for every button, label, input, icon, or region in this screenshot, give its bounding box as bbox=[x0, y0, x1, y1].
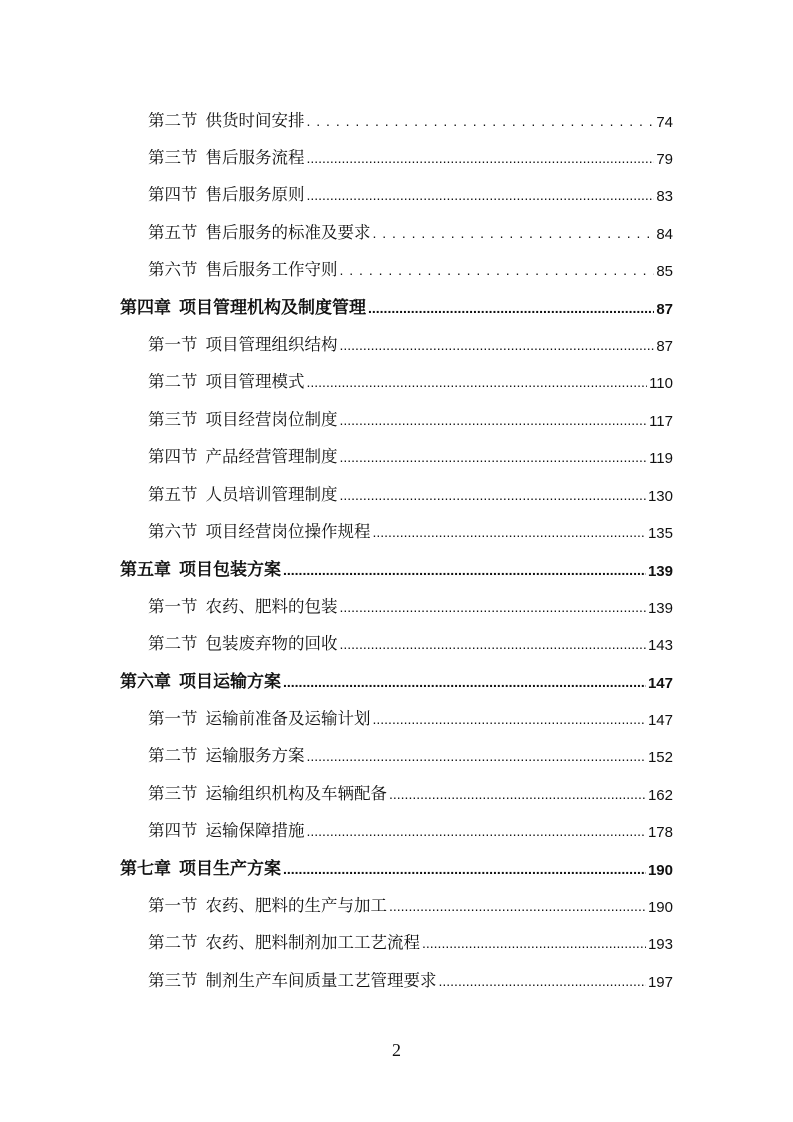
toc-entry-title: 项目管理模式 bbox=[205, 372, 305, 392]
toc-entry-number: 第二节 bbox=[148, 373, 198, 392]
toc-entry-title: 供货时间安排 bbox=[205, 110, 305, 130]
toc-entry-page: 87 bbox=[656, 338, 673, 356]
toc-entry-number: 第五章 bbox=[120, 559, 171, 579]
toc-entry-title: 项目生产方案 bbox=[179, 859, 281, 879]
toc-entry-title: 售后服务的标准及要求 bbox=[205, 222, 371, 242]
dot-leader bbox=[307, 375, 648, 392]
toc-section-entry[interactable] bbox=[0, 885, 793, 922]
toc-section-entry[interactable] bbox=[0, 212, 793, 249]
toc-section-entry[interactable] bbox=[0, 698, 793, 735]
toc-entry-label bbox=[148, 967, 437, 991]
toc-entry-title: 售后服务流程 bbox=[205, 148, 305, 168]
toc-entry-page: 143 bbox=[647, 637, 673, 655]
toc-entry-page: 74 bbox=[656, 113, 673, 131]
toc-entry-number: 第一节 bbox=[148, 709, 198, 728]
page-number: 2 bbox=[392, 1040, 401, 1060]
toc-entry-label bbox=[148, 107, 305, 131]
toc-section-entry[interactable] bbox=[0, 960, 793, 997]
toc-entry-title: 人员培训管理制度 bbox=[205, 484, 338, 504]
toc-chapter-entry[interactable] bbox=[0, 287, 793, 324]
toc-entry-label bbox=[148, 144, 305, 168]
toc-entry-label bbox=[148, 742, 305, 766]
dot-leader bbox=[340, 450, 648, 467]
toc-entry-title: 制剂生产车间质量工艺管理要求 bbox=[205, 970, 437, 990]
toc-entry-label bbox=[120, 555, 281, 580]
toc-entry-page: 83 bbox=[656, 188, 673, 206]
toc-entry-number: 第二节 bbox=[148, 111, 198, 130]
dot-leader bbox=[307, 749, 646, 766]
dot-leader bbox=[340, 488, 646, 505]
toc-entry-number: 第一节 bbox=[148, 336, 198, 355]
toc-entry-title: 项目经营岗位制度 bbox=[205, 409, 338, 429]
toc-section-entry[interactable] bbox=[0, 586, 793, 623]
toc-section-entry[interactable] bbox=[0, 437, 793, 474]
toc-entry-title: 农药、肥料的包装 bbox=[205, 596, 338, 616]
toc-entry-page: 162 bbox=[647, 786, 673, 804]
toc-entry-page: 190 bbox=[647, 862, 673, 879]
toc-entry-title: 产品经营管理制度 bbox=[205, 447, 338, 467]
dot-leader bbox=[340, 637, 646, 654]
dot-leader bbox=[389, 899, 646, 916]
toc-entry-page: 119 bbox=[649, 450, 673, 468]
toc-entry-title: 农药、肥料制剂加工工艺流程 bbox=[205, 933, 420, 953]
toc-entry-number: 第四节 bbox=[148, 186, 198, 205]
dot-leader bbox=[340, 263, 655, 280]
toc-entry-number: 第五节 bbox=[148, 223, 198, 242]
toc-section-entry[interactable] bbox=[0, 100, 793, 137]
toc-entry-label bbox=[148, 929, 420, 953]
toc-entry-page: 197 bbox=[647, 973, 673, 991]
toc-chapter-entry[interactable] bbox=[0, 848, 793, 885]
toc-entry-title: 项目管理机构及制度管理 bbox=[179, 298, 366, 319]
dot-leader bbox=[307, 824, 646, 841]
toc-section-entry[interactable] bbox=[0, 250, 793, 287]
toc-entry-number: 第二节 bbox=[148, 934, 198, 953]
dot-leader bbox=[389, 787, 646, 804]
toc-entry-number: 第一节 bbox=[148, 597, 198, 616]
toc-entry-number: 第三节 bbox=[148, 410, 198, 429]
toc-entry-label bbox=[148, 593, 338, 617]
dot-leader bbox=[340, 413, 648, 430]
toc-entry-title: 售后服务原则 bbox=[205, 185, 305, 205]
toc-entry-page: 84 bbox=[656, 225, 673, 243]
toc-entry-label bbox=[120, 293, 366, 318]
toc-entry-label bbox=[120, 854, 281, 879]
toc-entry-label bbox=[148, 817, 305, 841]
toc-entry-page: 190 bbox=[647, 898, 673, 916]
dot-leader bbox=[283, 563, 646, 580]
dot-leader bbox=[368, 301, 654, 318]
toc-entry-page: 193 bbox=[647, 936, 673, 954]
toc-entry-number: 第二节 bbox=[148, 747, 198, 766]
toc-entry-label bbox=[148, 630, 338, 654]
toc-entry-number: 第七章 bbox=[120, 859, 171, 878]
toc-entry-number: 第五节 bbox=[148, 485, 198, 504]
dot-leader bbox=[307, 188, 655, 205]
toc-entry-label bbox=[148, 368, 305, 392]
toc-section-entry[interactable] bbox=[0, 773, 793, 810]
toc-entry-page: 139 bbox=[647, 562, 673, 580]
toc-section-entry[interactable] bbox=[0, 399, 793, 436]
toc-entry-title: 运输服务方案 bbox=[205, 746, 305, 766]
toc-entry-label bbox=[148, 443, 338, 467]
toc-entry-page: 147 bbox=[647, 675, 673, 693]
toc-entry-number: 第四节 bbox=[148, 448, 198, 467]
toc-entry-title: 项目管理组织结构 bbox=[205, 335, 338, 355]
toc-entry-page: 85 bbox=[656, 263, 673, 281]
toc-entry-label bbox=[148, 219, 371, 243]
toc-entry-title: 项目经营岗位操作规程 bbox=[205, 521, 371, 541]
toc-entry-page: 178 bbox=[647, 824, 673, 842]
toc-entry-page: 135 bbox=[647, 524, 673, 542]
toc-section-entry[interactable] bbox=[0, 324, 793, 361]
dot-leader bbox=[307, 151, 655, 168]
toc-entry-title: 售后服务工作守则 bbox=[205, 260, 338, 280]
toc-chapter-entry[interactable] bbox=[0, 549, 793, 586]
dot-leader bbox=[373, 525, 646, 542]
dot-leader bbox=[373, 226, 655, 243]
toc-entry-label bbox=[148, 780, 387, 804]
toc-entry-number: 第三节 bbox=[148, 149, 198, 168]
toc-entry-page: 117 bbox=[649, 412, 673, 430]
toc-entry-title: 项目运输方案 bbox=[179, 672, 281, 693]
toc-entry-page: 79 bbox=[656, 151, 673, 169]
toc-entry-number: 第四节 bbox=[148, 822, 198, 841]
toc-entry-label bbox=[148, 481, 338, 505]
toc-entry-label bbox=[148, 518, 371, 542]
dot-leader bbox=[340, 600, 646, 617]
toc-entry-number: 第一节 bbox=[148, 896, 198, 915]
toc-entry-label bbox=[148, 181, 305, 205]
dot-leader bbox=[340, 338, 655, 355]
toc-entry-label bbox=[120, 667, 281, 692]
toc-section-entry[interactable] bbox=[0, 511, 793, 548]
dot-leader bbox=[439, 974, 646, 991]
toc-entry-title: 包装废弃物的回收 bbox=[205, 634, 338, 654]
toc-entry-page: 147 bbox=[647, 711, 673, 729]
toc-entry-label bbox=[148, 406, 338, 430]
dot-leader bbox=[283, 675, 646, 692]
toc-entry-number: 第二节 bbox=[148, 635, 198, 654]
toc-entry-page: 87 bbox=[656, 301, 673, 319]
toc-entry-title: 运输组织机构及车辆配备 bbox=[205, 783, 387, 803]
table-of-contents bbox=[0, 100, 793, 997]
toc-entry-page: 152 bbox=[647, 749, 673, 767]
dot-leader bbox=[307, 114, 655, 131]
toc-entry-title: 运输前准备及运输计划 bbox=[205, 708, 371, 728]
dot-leader bbox=[283, 862, 646, 879]
toc-entry-page: 130 bbox=[647, 487, 673, 505]
toc-chapter-entry[interactable] bbox=[0, 661, 793, 698]
toc-entry-label bbox=[148, 256, 338, 280]
toc-section-entry[interactable] bbox=[0, 923, 793, 960]
toc-entry-label bbox=[148, 705, 371, 729]
toc-section-entry[interactable] bbox=[0, 623, 793, 660]
toc-entry-number: 第六节 bbox=[148, 261, 198, 280]
dot-leader bbox=[373, 712, 646, 729]
toc-section-entry[interactable] bbox=[0, 175, 793, 212]
toc-entry-page: 110 bbox=[649, 375, 673, 393]
toc-entry-title: 项目包装方案 bbox=[179, 559, 281, 580]
toc-entry-number: 第四章 bbox=[120, 298, 171, 318]
toc-entry-number: 第三节 bbox=[148, 971, 198, 990]
toc-section-entry[interactable] bbox=[0, 736, 793, 773]
toc-section-entry[interactable] bbox=[0, 474, 793, 511]
toc-entry-number: 第六章 bbox=[120, 672, 171, 692]
dot-leader bbox=[422, 936, 646, 953]
toc-entry-number: 第六节 bbox=[148, 522, 198, 541]
toc-entry-label bbox=[148, 892, 387, 916]
toc-entry-number: 第三节 bbox=[148, 784, 198, 803]
toc-section-entry[interactable] bbox=[0, 810, 793, 847]
toc-entry-title: 农药、肥料的生产与加工 bbox=[205, 895, 387, 915]
toc-entry-page: 139 bbox=[647, 599, 673, 617]
toc-entry-label bbox=[148, 331, 338, 355]
toc-section-entry[interactable] bbox=[0, 137, 793, 174]
toc-section-entry[interactable] bbox=[0, 362, 793, 399]
toc-entry-title: 运输保障措施 bbox=[205, 821, 305, 841]
